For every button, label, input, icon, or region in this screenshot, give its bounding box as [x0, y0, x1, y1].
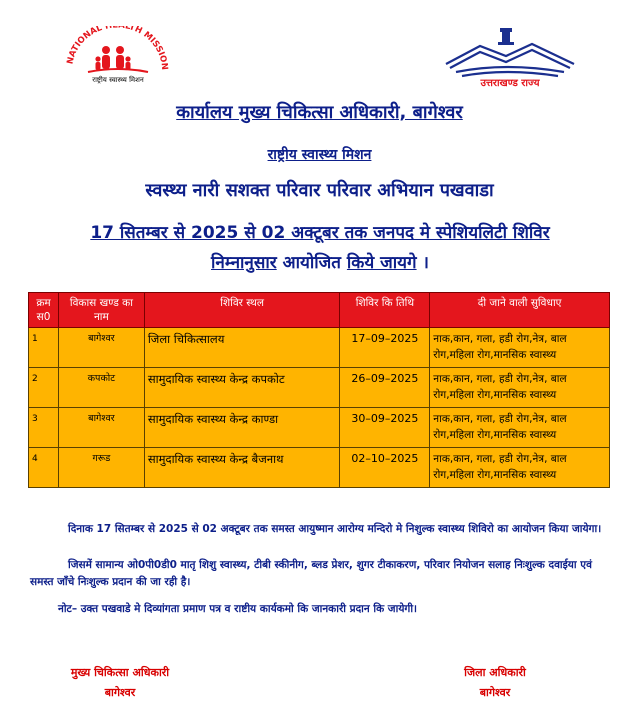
table-row — [29, 368, 610, 408]
cell-block: बागेश्वर — [58, 328, 144, 368]
signature-cmo-title: मुख्य चिकित्सा अधिकारी — [70, 666, 170, 679]
cell-facilities: नाक,कान, गला, हडी रोग,नेत्र, बाल रोग,महिला रोग,मानसिक स्वास्थ्य — [430, 328, 610, 368]
cell-venue: सामुदायिक स्वास्थ्य केन्द्र कपकोट — [144, 368, 340, 408]
body-paragraph-1: दिनाक 17 सितम्बर से 2025 से 02 अक्टूबर तक समस्त आयुष्मान आरोग्य मन्दिरो मे निशुल्क स्वास्थ्य शिविरो का आयोजन किया जायेगा। — [68, 523, 602, 535]
nhm-logo — [58, 26, 178, 88]
cell-venue: सामुदायिक स्वास्थ्य केन्द्र बैजनाथ — [144, 448, 340, 488]
cell-date: 17–09–2025 — [340, 328, 430, 368]
cell-venue: जिला चिकित्सालय — [144, 328, 340, 368]
cell-date: 02–10–2025 — [340, 448, 430, 488]
cell-date: 26–09–2025 — [340, 368, 430, 408]
body-paragraph-2: जिसमें सामान्य ओ0पी0डी0 मातृ शिशु स्वास्थ्य, टीबी स्कीनीग, ब्लड प्रेशर, शुगर टीकाकरण, परिवार नियोजन सलाह निःशुल्क दवाईया एवं समस्त जाँचे निःशुल्क प्रदान की जा रही है। — [30, 559, 592, 588]
header-serial: क्रम स0 — [29, 293, 59, 328]
table-row — [29, 328, 610, 368]
table-row — [29, 408, 610, 448]
cell-block: बागेश्वर — [58, 408, 144, 448]
note-paragraph: नोट– उक्त पखवाडे मे दिव्यांगता प्रमाण पत्र व राष्टीय कार्यकमो कि जानकारी प्रदान कि जायेगी। — [58, 603, 418, 615]
cell-serial: 4 — [29, 448, 59, 488]
cell-block: कपकोट — [58, 368, 144, 408]
signature-cmo-place: बागेश्वर — [104, 686, 136, 699]
cell-serial: 1 — [29, 328, 59, 368]
nhm-arc-text: NATIONAL H LTH MISSION — [65, 26, 170, 71]
header-venue: शिविर स्थल — [144, 293, 340, 328]
nhm-subtext: राष्ट्रीय स्वास्थ्य मिशन — [92, 76, 144, 84]
header-facilities: दी जाने वाली सुविधाए — [430, 293, 610, 328]
signature-dm-place: बागेश्वर — [479, 686, 511, 699]
nhm-emblem-icon — [58, 26, 178, 88]
signature-cmo — [50, 663, 190, 703]
header-block: विकास खण्ड का नाम — [58, 293, 144, 328]
header-date: शिविर कि तिथि — [340, 293, 430, 328]
uttarakhand-emblem-icon — [440, 26, 580, 88]
table-header-row — [29, 293, 610, 328]
dates-line-2: निम्नानुसार आयोजित किये जायगे । — [211, 253, 429, 273]
cell-venue: सामुदायिक स्वास्थ्य केन्द्र काण्डा — [144, 408, 340, 448]
camp-schedule-table — [28, 292, 610, 488]
cell-serial: 2 — [29, 368, 59, 408]
uttarakhand-logo — [440, 26, 580, 88]
cell-facilities: नाक,कान, गला, हडी रोग,नेत्र, बाल रोग,महिला रोग,मानसिक स्वास्थ्य — [430, 368, 610, 408]
office-heading: कार्यालय मुख्य चिकित्सा अधिकारी, बागेश्वर — [176, 102, 463, 123]
cell-date: 30–09–2025 — [340, 408, 430, 448]
dates-line-1: 17 सितम्बर से 2025 से 02 अक्टूबर तक जनपद मे स्पेशियलिटी शिविर — [90, 223, 550, 243]
cell-facilities: नाक,कान, गला, हडी रोग,नेत्र, बाल रोग,महिला रोग,मानसिक स्वास्थ्य — [430, 408, 610, 448]
cell-serial: 3 — [29, 408, 59, 448]
dates-heading — [40, 218, 600, 278]
mission-heading: राष्ट्रीय स्वास्थ्य मिशन — [267, 147, 372, 163]
state-name-text: उत्तराखण्ड राज्य — [480, 78, 540, 88]
campaign-heading: स्वस्थ्य नारी सशक्त परिवार परिवार अभियान पखवाडा — [145, 180, 494, 201]
signature-dm-title: जिला अधिकारी — [464, 666, 526, 679]
signature-dm — [440, 663, 550, 703]
cell-block: गरूड — [58, 448, 144, 488]
table-row — [29, 448, 610, 488]
cell-facilities: नाक,कान, गला, हडी रोग,नेत्र, बाल रोग,महिला रोग,मानसिक स्वास्थ्य — [430, 448, 610, 488]
